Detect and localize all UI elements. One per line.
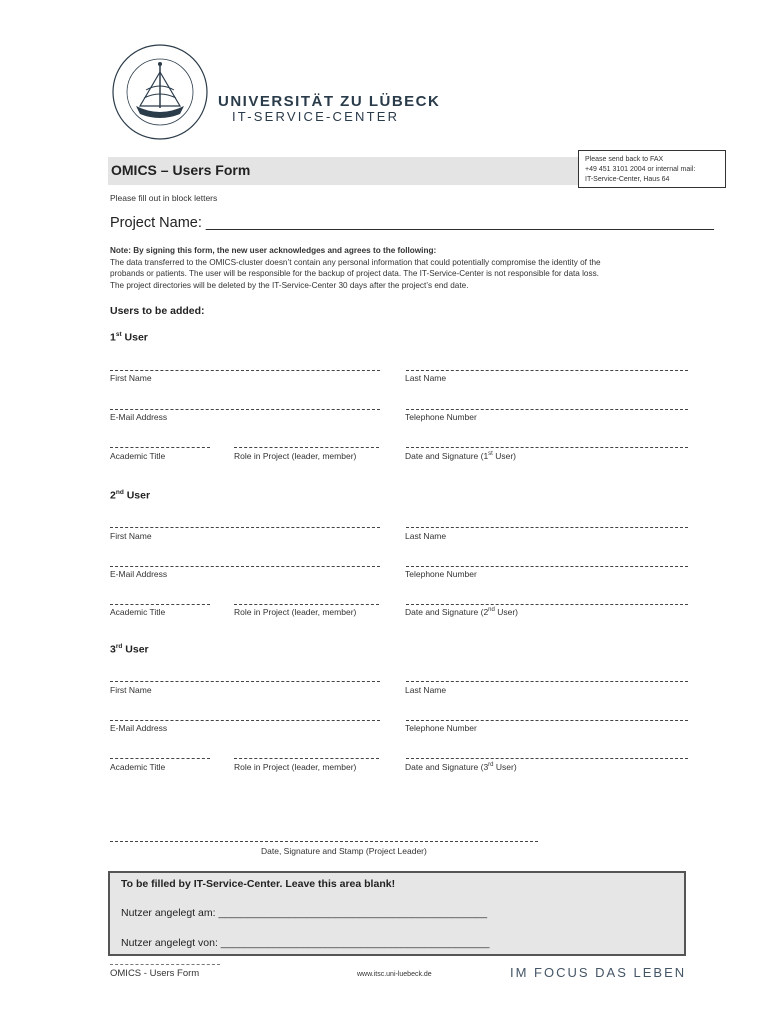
role-input[interactable] [234,447,379,448]
role-input[interactable] [234,758,379,759]
footer-form-name: OMICS - Users Form [110,968,200,979]
last-name-input[interactable] [406,370,688,371]
fax-line-2: +49 451 3101 2004 or internal mail: [585,166,696,173]
first-name-input[interactable] [110,527,380,528]
telephone-label: Telephone Number [405,569,477,579]
role-label: Role in Project (leader, member) [234,762,357,772]
leader-signature-input[interactable] [110,841,538,842]
instruction-text: Please fill out in block letters [110,193,218,203]
leader-signature-label: Date, Signature and Stamp (Project Leader) [261,846,427,856]
user-3-heading: 3rd User [110,643,149,656]
users-heading: Users to be added: [110,305,205,317]
date-signature-label: Date and Signature (1st User) [405,451,516,461]
telephone-input[interactable] [406,720,688,721]
footer-slogan: IM FOCUS DAS LEBEN [510,965,687,980]
note-heading: Note: By signing this form, the new user acknowledges and agrees to the following: [110,246,437,255]
note-line: The data transferred to the OMICS-cluster doesn’t contain any personal information that could potentially compromise the identity of the [110,257,601,267]
academic-title-input[interactable] [110,604,210,605]
first-name-input[interactable] [110,681,380,682]
department-name: IT-SERVICE-CENTER [232,109,400,124]
date-signature-label: Date and Signature (2nd User) [405,607,518,617]
fax-line-3: IT-Service-Center, Haus 64 [585,176,670,183]
user-2-heading: 2nd User [110,489,151,502]
first-name-label: First Name [110,685,152,695]
email-input[interactable] [110,566,380,567]
first-name-input[interactable] [110,370,380,371]
academic-title-input[interactable] [110,447,210,448]
form-title: OMICS – Users Form [111,162,251,178]
academic-title-label: Academic Title [110,762,166,772]
telephone-label: Telephone Number [405,723,477,733]
project-name-field[interactable]: Project Name: _______________________________________________________________ [110,215,714,231]
first-name-label: First Name [110,531,152,541]
academic-title-label: Academic Title [110,451,166,461]
email-label: E-Mail Address [110,569,168,579]
telephone-input[interactable] [406,566,688,567]
email-input[interactable] [110,720,380,721]
email-input[interactable] [110,409,380,410]
academic-title-input[interactable] [110,758,210,759]
role-label: Role in Project (leader, member) [234,607,357,617]
email-label: E-Mail Address [110,723,168,733]
office-use-heading: To be filled by IT-Service-Center. Leave this area blank! [121,878,396,890]
last-name-label: Last Name [405,373,447,383]
note-line: probands or patients. The user will be responsible for the backup of project data. The IT-Service-Center is not responsible for data loss. [110,269,599,279]
role-input[interactable] [234,604,379,605]
fax-line-1: Please send back to FAX [585,156,664,163]
date-signature-input[interactable] [406,758,688,759]
telephone-label: Telephone Number [405,412,477,422]
date-signature-input[interactable] [406,604,688,605]
last-name-label: Last Name [405,531,447,541]
note-line: The project directories will be deleted by the IT-Service-Center 30 days after the project’s end date. [110,280,469,290]
footer-divider [110,964,220,965]
note-block [110,245,710,291]
last-name-label: Last Name [405,685,447,695]
user-1-heading: 1st User [110,331,148,344]
date-signature-label: Date and Signature (3rd User) [405,762,517,772]
last-name-input[interactable] [406,527,688,528]
academic-title-label: Academic Title [110,607,166,617]
email-label: E-Mail Address [110,412,168,422]
footer-url-link[interactable]: www.itsc.uni-luebeck.de [357,971,432,978]
role-label: Role in Project (leader, member) [234,451,357,461]
first-name-label: First Name [110,373,152,383]
last-name-input[interactable] [406,681,688,682]
university-name: UNIVERSITÄT ZU LÜBECK [218,93,441,110]
created-date-field[interactable]: Nutzer angelegt am: ______________________________________________ [121,907,488,919]
date-signature-input[interactable] [406,447,688,448]
telephone-input[interactable] [406,409,688,410]
university-seal-logo [110,42,210,142]
fax-info-box [578,150,726,188]
created-by-field[interactable]: Nutzer angelegt von: ______________________________________________ [121,937,490,949]
